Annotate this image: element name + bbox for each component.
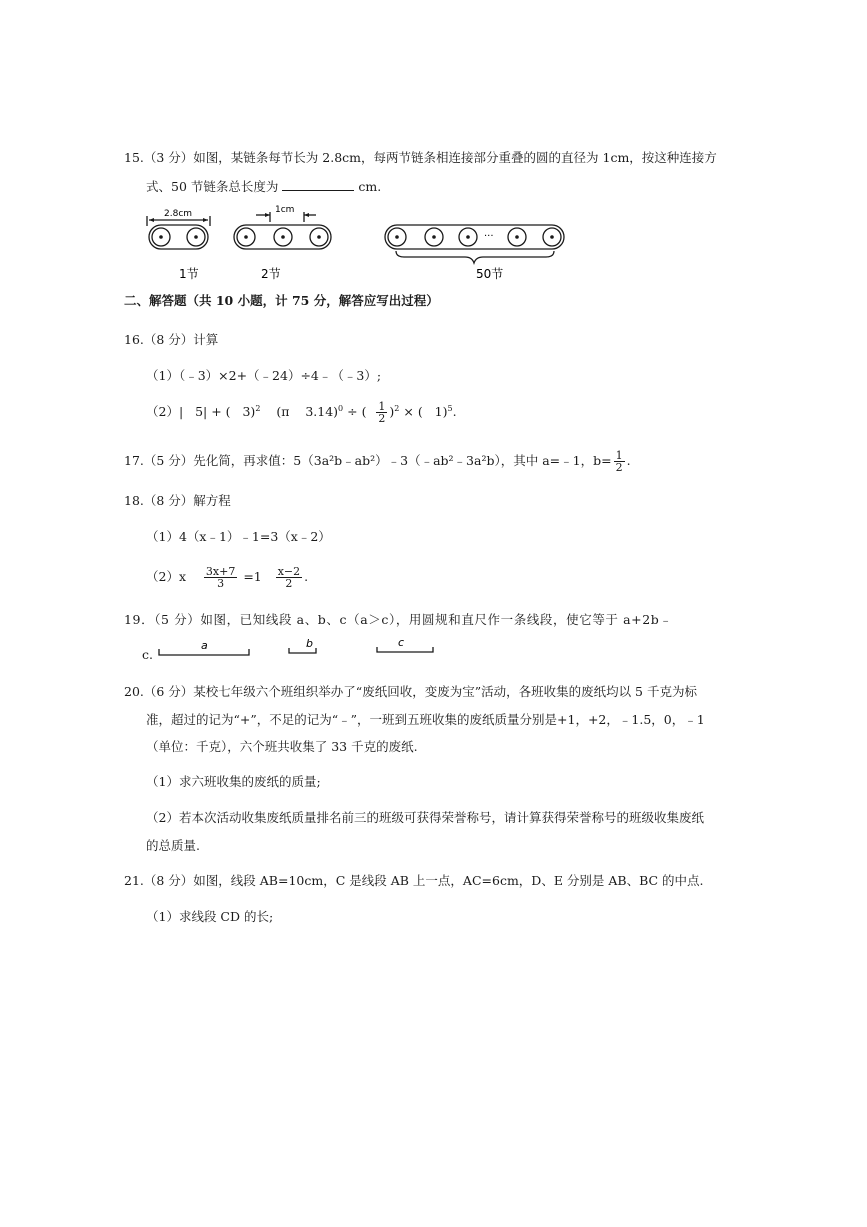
q16-part2 (146, 400, 457, 424)
fraction-numerator: 1 (378, 400, 386, 414)
q20-part2-line1: （2）若本次活动收集废纸质量排名前三的班级可获得荣誉称号，请计算获得荣誉称号的班级收集废纸 (146, 810, 704, 825)
fraction-numerator: 3x+7 (205, 565, 236, 578)
fraction-numerator: x−2 (277, 565, 301, 578)
q17-line (124, 450, 631, 473)
q15-line2-text: 式、50 节链条总长度为 (146, 179, 279, 194)
q16-p2-exp: 5 (447, 404, 453, 413)
q16-p2-exp: 0 (338, 404, 344, 413)
fraction-3x7-over-3 (204, 566, 237, 589)
fraction-b-value (614, 450, 625, 473)
q20-line2: 准，超过的记为“+”，不足的记为“﹣”，一班到五班收集的废纸质量分别是+1，+2，﹣1.5，0，﹣1 (146, 712, 705, 727)
segment-c-label: c (398, 636, 405, 649)
fraction-numerator: 1 (615, 449, 623, 462)
fraction-denominator: 2 (615, 461, 623, 474)
q16-p2-seg: ) (389, 404, 395, 420)
q15-line2 (146, 178, 381, 196)
q20-part2-line2: 的总质量. (146, 838, 200, 853)
q18-title: 18.（8 分）解方程 (124, 493, 231, 508)
fraction-denominator: 3 (217, 577, 225, 590)
q19-line1: 19．（5 分）如图，已知线段 a、b、c（a＞c），用圆规和直尺作一条线段，使它等于 a+2b﹣ (124, 612, 673, 627)
q18-part2 (146, 566, 308, 589)
q16-part1: （1）（﹣3）×2+（﹣24）÷4﹣（﹣3）; (146, 368, 382, 383)
chain-figure (130, 200, 590, 286)
q16-p2-exp: 2 (394, 404, 400, 413)
link-length-label: 2.8cm (164, 209, 193, 219)
q19-line2: c. (142, 647, 153, 662)
q15-line1: 15.（3 分）如图，某链条每节长为 2.8cm，每两节链条相连接部分重叠的圆的直径为 1cm，按这种连接方 (124, 150, 717, 165)
q17-end: . (626, 453, 631, 468)
segment-b-label: b (306, 637, 313, 650)
fraction-denominator: 2 (285, 577, 293, 590)
q16-p2-seg: （2）| (146, 404, 184, 420)
q20-line1: 20.（6 分）某校七年级六个班组织举办了“废纸回收，变废为宝”活动，各班收集的废纸均以 5 千克为标 (124, 684, 697, 699)
fraction-half (376, 401, 387, 424)
q18-p2-seg: . (304, 569, 309, 584)
q18-p2-seg: =1 (243, 569, 262, 584)
q16-p2-seg: . (452, 404, 457, 420)
q16-p2-seg: 1) (434, 404, 448, 420)
caption-50-links: 50节 (476, 267, 504, 281)
q17-text: 17.（5 分）先化简，再求值：5（3a²b﹣ab²）﹣3（﹣ab²﹣3a²b），其中 a=﹣1，b= (124, 453, 612, 468)
q16-p2-seg: 5| + ( (195, 404, 231, 420)
q16-p2-exp: 2 (255, 404, 261, 413)
overlap-diameter-label: 1cm (275, 205, 295, 215)
q21-part1: （1）求线段 CD 的长; (146, 909, 274, 924)
q20-part1: （1）求六班收集的废纸的质量; (146, 774, 321, 789)
ellipsis-dots: ··· (484, 231, 494, 242)
q18-part1: （1）4（x﹣1）﹣1=3（x﹣2） (146, 529, 331, 544)
q16-p2-seg: 3) (242, 404, 256, 420)
q15-line2-unit: cm. (358, 179, 382, 194)
q16-p2-seg: (π (276, 404, 290, 420)
q15-answer-blank (282, 178, 354, 191)
fraction-x2-over-2 (276, 566, 302, 589)
q16-p2-seg: × ( (403, 404, 423, 420)
fraction-denominator: 2 (378, 412, 386, 426)
q20-line3: （单位：千克），六个班共收集了 33 千克的废纸. (146, 739, 418, 754)
section-header: 二、解答题（共 10 小题，计 75 分，解答应写出过程） (124, 293, 439, 308)
caption-1-link: 1节 (179, 267, 199, 281)
q16-p2-seg: 3.14) (305, 404, 339, 420)
q16-p2-seg: ÷ ( (347, 404, 367, 420)
caption-2-links: 2节 (261, 267, 281, 281)
q21-line1: 21.（8 分）如图，线段 AB=10cm，C 是线段 AB 上一点，AC=6cm，D、E 分别是 AB、BC 的中点. (124, 873, 704, 888)
segment-a-label: a (201, 639, 208, 652)
segments-figure (155, 634, 445, 662)
q16-title: 16.（8 分）计算 (124, 332, 219, 347)
q18-p2-seg: （2）x (146, 569, 187, 584)
